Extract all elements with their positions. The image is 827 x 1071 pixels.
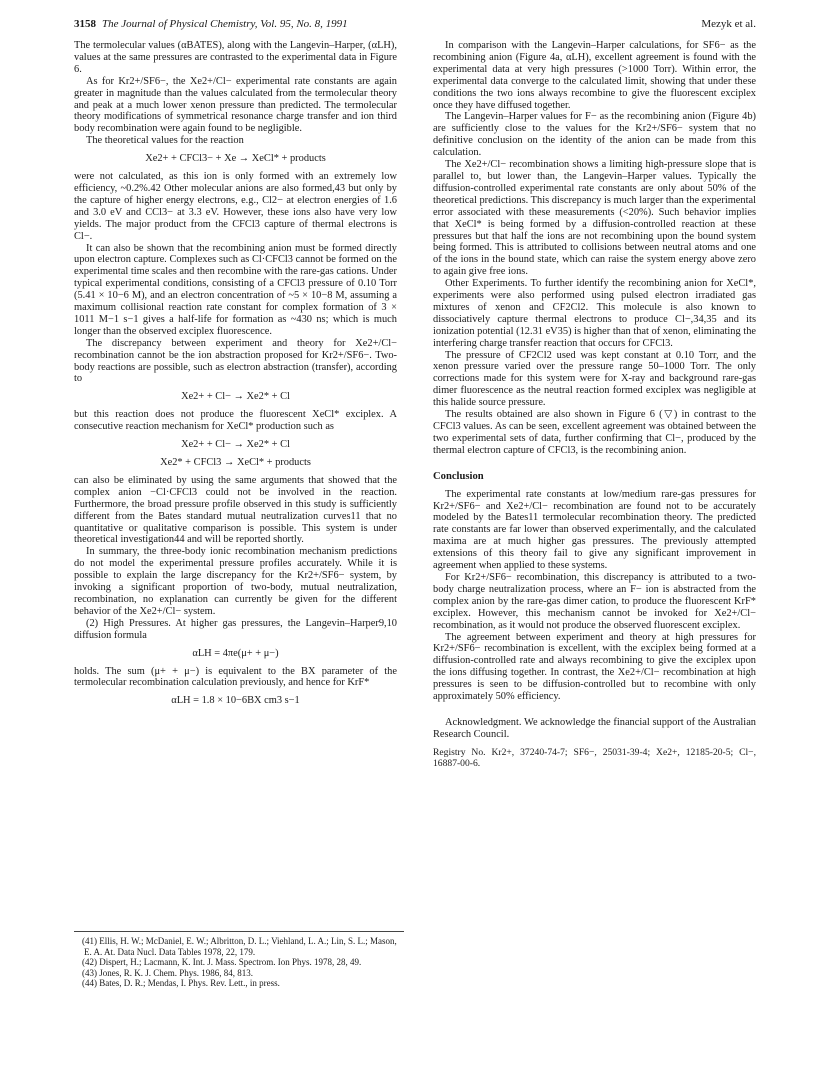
equation: αLH = 4πe(μ+ + μ−) [192,647,279,659]
page-header [74,18,756,34]
paragraph: holds. The sum (μ+ + μ−) is equivalent to the BX parameter of the termolecular recombination calculation previously, and hence for KrF* [74,665,397,689]
paragraph: The results obtained are also shown in Figure 6 (▽) in contrast to the CFCl3 values. As can be seen, excellent agreement was obtained between the two experimental sets of data, further confirming that Cl−, produced by the thermal electron capture of CFCl3, is the recombining anion. [433,409,756,456]
reference: (43) Jones, R. K. J. Chem. Phys. 1986, 84, 813. [82,967,254,978]
section-heading: Conclusion [433,470,484,482]
reference: (42) Dispert, H.; Lacmann, K. Int. J. Mass. Spectrom. Ion Phys. 1978, 28, 49. [82,957,362,967]
paragraph: As for Kr2+/SF6−, the Xe2+/Cl− experimental rate constants are again greater in magnitude than the values calculated from the termolecular theory and peak at a much lower xenon pressure than predicted. The termolecular theory modifications of symmetrical resonance charge transfer and ion third body recombination were again found to be negligible. [74,75,397,135]
equation: Xe2* + CFCl3 → XeCl* + products [160,457,311,468]
paragraph: The Xe2+/Cl− recombination shows a limiting high-pressure slope that is parallel to, but lower than, the Langevin–Harper values. Typically the diffusion-controlled experimental rate constants are only about 50% of the theoretical predictions. This discrepancy is much larger than the experimental error associated with these measurements (<20%). Such behavior implies that XeCl* is being formed by a diffusion-controlled reaction at these pressures but that half the ions are not recombining upon the bound system being formed. This is attributed to collisions between neutral atoms and one of the ions in the bound state, which can raise the system energy above zero to again give free ions. [433,159,756,278]
paragraph: were not calculated, as this ion is only formed with an extremely low efficiency, ~0.2%.42 Other molecular anions are also formed,43 but only by the capture of higher energy electrons, e.g., Cl2− at electron energies of 1.6 and 3.0 eV and CCl3− at 3.3 eV. However, these ions also have very low yields. The major product from the CFCl3 capture of thermal electrons is Cl−. [74,171,397,242]
equation: αLH = 1.8 × 10−6BX cm3 s−1 [171,695,300,707]
paragraph: The Langevin–Harper values for F− as the recombining anion (Figure 4b) are sufficiently close to the values for the Kr2+/SF6− system that no definitive conclusion on the identity of the anion can be made from this calculation. [433,111,756,159]
paragraph: can also be eliminated by using the same arguments that showed that the complex anion −Cl·CFCl3 could not be involved in the reaction. Furthermore, the broad pressure profile observed in this study is sufficiently different from the Bates standard mutual neutralization curves11 that no quantitative or qualitative comparison is possible. This system is under theoretical investigation44 and will be reported shortly. [74,474,397,546]
paragraph: In summary, the three-body ionic recombination mechanism predictions do not model the experimental pressure profiles accurately. While it is possible to explain the large discrepancy for the Kr2+/SF6− system, by invoking a significant proportion of two-body, mutual neutralization, recombination, no explanation can currently be given for the different behavior of the Xe2+/Cl− system. [74,546,397,617]
paragraph: In comparison with the Langevin–Harper calculations, for SF6− as the recombining anion (Figure 4a, αLH), excellent agreement is found with the experimental data at very high pressures (>1000 Torr). Within error, the experimental data converge to the calculated limit, showing that under these conditions the two ions always recombine to give the fluorescent exciplex once they have diffused together. [433,40,756,111]
running-authors: Mezyk et al. [701,18,756,30]
paragraph: but this reaction does not produce the fluorescent XeCl* exciplex. A consecutive reaction mechanism for XeCl* production such as [74,409,397,433]
registry-numbers: Registry No. Kr2+, 37240-74-7; SF6−, 25031-39-4; Xe2+, 12185-20-5; Cl−, 16887-00-6. [433,746,756,769]
paragraph: For Kr2+/SF6− recombination, this discrepancy is attributed to a two-body charge neutralization process, where an F− ion is abstracted from the complex anion by the rare-gas dimer cation, to produce the fluorescent KrF* exciplex. However, this mechanism cannot be invoked for Xe2+/Cl− recombination, as it would not produce the observed fluorescent exciplex. [433,571,756,631]
equation: Xe2+ + Cl− → Xe2* + Cl [181,439,290,451]
equation: Xe2+ + Cl− → Xe2* + Cl [181,391,290,403]
paragraph: The pressure of CF2Cl2 used was kept constant at 0.10 Torr, and the xenon pressure varied over the pressure range 50–1000 Torr. The only corrections made for this system were for X-ray and background rare-gas dimer fluorescence as the neutral reaction formed exciplex was negligible at this halide source pressure. [433,349,756,409]
paragraph: The discrepancy between experiment and theory for Xe2+/Cl− recombination cannot be the ion abstraction proposed for Kr2+/SF6−. Two-body reactions are possible, such as electron abstraction (transfer), according to [74,337,397,385]
footnote-references [74,931,404,989]
journal-citation: The Journal of Physical Chemistry, Vol. 95, No. 8, 1991 [102,18,348,30]
reference: (41) Ellis, H. W.; McDaniel, E. W.; Albritton, D. L.; Viehland, L. A.; Lin, S. L.; Mason, E. A. At. Data Nucl. Data Tables 1978, 22, 179. [82,936,397,957]
page-number: 3158 [74,18,96,30]
paragraph: It can also be shown that the recombining anion must be formed directly upon electron capture. Complexes such as Cl·CFCl3 cannot be formed on the experimental time scales and then recombine with the rare-gas cations. Under typical experimental conditions, consisting of a CFCl3 pressure of 0.10 Torr (5.41 × 10−6 M), and an electron concentration of ~5 × 10−8 M, assuming a maximum collisional reaction rate constant for complex formation of 3 × 1011 M−1 s−1 gives a half-life for formation as ~430 ns; which is much longer than the observed exciplex fluorescence. [74,242,397,337]
reference: (44) Bates, D. R.; Mendas, I. Phys. Rev. Lett., in press. [82,978,280,988]
paragraph: Other Experiments. To further identify the recombining anion for XeCl*, experiments were also performed using pulsed electron irradiated gas mixtures of xenon and CF2Cl2. This molecule is also known to dissociatively capture thermal electrons to produce Cl−,34,35 and its ionization potential (12.31 eV35) is higher than that of xenon, eliminating the interfering charge transfer reaction that occurs for CFCl3. [433,278,756,349]
paragraph: The theoretical values for the reaction [86,135,244,147]
equation: Xe2+ + CFCl3− + Xe → XeCl* + products [145,153,326,165]
right-column [433,40,756,769]
paragraph: (2) High Pressures. At higher gas pressures, the Langevin–Harper9,10 diffusion formula [74,617,397,641]
paragraph: The agreement between experiment and theory at high pressures for Kr2+/SF6− recombination is excellent, with the exciplex being formed at a diffusion-controlled rate and always recombining to give the exciplex upon the ions diffusing together. In contrast, the Xe2+/Cl− recombination at high pressures is seen to be diffusion-controlled but to recombine with only approximately 50% efficiency. [433,631,756,703]
left-column [74,40,397,713]
paragraph: The experimental rate constants at low/medium rare-gas pressures for Kr2+/SF6− and Xe2+/Cl− recombination are found not to be accurately modeled by the Bates11 termolecular recombination theory. The predicted rate constants are far lower than observed experimentally, and the calculated maxima are at much higher gas pressures. The previously attempted extensions of this theory fail to give any significant improvement in agreement when applied to these systems. [433,488,756,572]
acknowledgment: Acknowledgment. We acknowledge the financial support of the Australian Research Council. [433,716,756,740]
paragraph: The termolecular values (αBATES), along with the Langevin–Harper, (αLH), values at the same pressures are contrasted to the experimental data in Figure 6. [74,40,397,75]
